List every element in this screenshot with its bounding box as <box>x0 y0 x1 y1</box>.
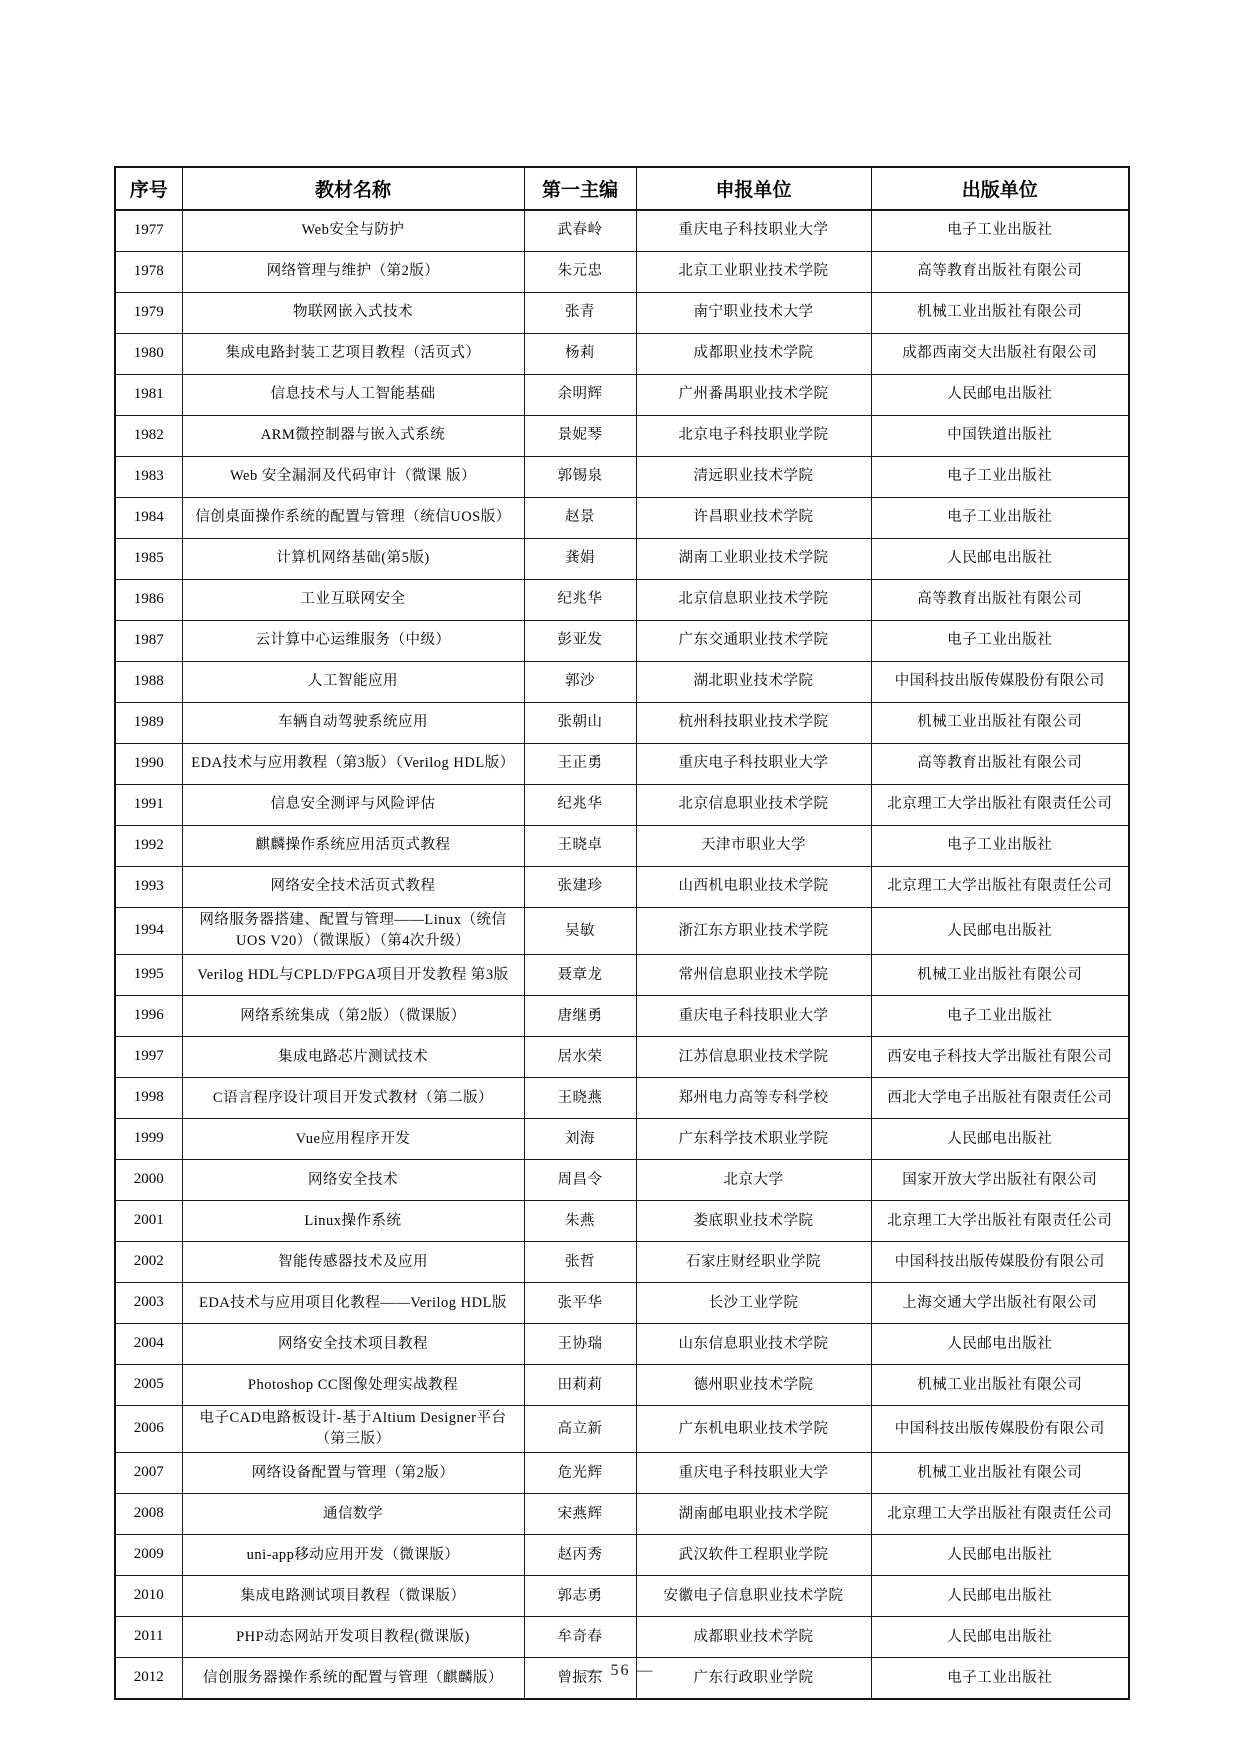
cell-title: 人工智能应用 <box>182 662 524 703</box>
cell-unit: 北京信息职业技术学院 <box>636 785 871 826</box>
table-row <box>115 498 1129 539</box>
cell-serial: 1995 <box>115 955 182 996</box>
cell-publisher: 电子工业出版社 <box>871 210 1129 252</box>
cell-title: 电子CAD电路板设计-基于Altium Designer平台（第三版） <box>182 1406 524 1453</box>
cell-unit: 清远职业技术学院 <box>636 457 871 498</box>
table-row <box>115 375 1129 416</box>
cell-editor: 唐继勇 <box>524 996 636 1037</box>
table-row <box>115 908 1129 955</box>
cell-editor: 郭志勇 <box>524 1576 636 1617</box>
cell-publisher: 人民邮电出版社 <box>871 1617 1129 1658</box>
cell-serial: 1996 <box>115 996 182 1037</box>
cell-publisher: 机械工业出版社有限公司 <box>871 955 1129 996</box>
cell-serial: 2001 <box>115 1201 182 1242</box>
cell-publisher: 北京理工大学出版社有限责任公司 <box>871 1201 1129 1242</box>
cell-title: uni-app移动应用开发（微课版） <box>182 1535 524 1576</box>
cell-serial: 2010 <box>115 1576 182 1617</box>
cell-serial: 2003 <box>115 1283 182 1324</box>
cell-serial: 1984 <box>115 498 182 539</box>
cell-editor: 张平华 <box>524 1283 636 1324</box>
cell-editor: 田莉莉 <box>524 1365 636 1406</box>
cell-publisher: 北京理工大学出版社有限责任公司 <box>871 785 1129 826</box>
table-row <box>115 1406 1129 1453</box>
cell-editor: 牟奇春 <box>524 1617 636 1658</box>
cell-editor: 聂章龙 <box>524 955 636 996</box>
cell-publisher: 中国科技出版传媒股份有限公司 <box>871 1406 1129 1453</box>
cell-unit: 广东行政职业学院 <box>636 1658 871 1700</box>
cell-serial: 1985 <box>115 539 182 580</box>
table-row <box>115 1160 1129 1201</box>
cell-publisher: 电子工业出版社 <box>871 498 1129 539</box>
cell-unit: 成都职业技术学院 <box>636 1617 871 1658</box>
table-row <box>115 1037 1129 1078</box>
cell-title: Verilog HDL与CPLD/FPGA项目开发教程 第3版 <box>182 955 524 996</box>
cell-editor: 纪兆华 <box>524 580 636 621</box>
cell-serial: 1991 <box>115 785 182 826</box>
cell-title: 麒麟操作系统应用活页式教程 <box>182 826 524 867</box>
cell-title: 工业互联网安全 <box>182 580 524 621</box>
cell-editor: 张朝山 <box>524 703 636 744</box>
cell-serial: 1999 <box>115 1119 182 1160</box>
cell-unit: 常州信息职业技术学院 <box>636 955 871 996</box>
cell-unit: 江苏信息职业技术学院 <box>636 1037 871 1078</box>
cell-title: 网络安全技术项目教程 <box>182 1324 524 1365</box>
cell-unit: 北京电子科技职业学院 <box>636 416 871 457</box>
cell-serial: 1986 <box>115 580 182 621</box>
cell-publisher: 高等教育出版社有限公司 <box>871 580 1129 621</box>
cell-serial: 1997 <box>115 1037 182 1078</box>
cell-serial: 1992 <box>115 826 182 867</box>
cell-publisher: 中国科技出版传媒股份有限公司 <box>871 662 1129 703</box>
cell-publisher: 上海交通大学出版社有限公司 <box>871 1283 1129 1324</box>
cell-publisher: 北京理工大学出版社有限责任公司 <box>871 1494 1129 1535</box>
column-header-title: 教材名称 <box>182 167 524 210</box>
cell-editor: 周昌令 <box>524 1160 636 1201</box>
table-row <box>115 703 1129 744</box>
cell-editor: 吴敏 <box>524 908 636 955</box>
table-body <box>115 210 1129 1699</box>
cell-serial: 2012 <box>115 1658 182 1700</box>
table-row <box>115 996 1129 1037</box>
cell-title: 网络系统集成（第2版）（微课版） <box>182 996 524 1037</box>
cell-publisher: 高等教育出版社有限公司 <box>871 744 1129 785</box>
cell-serial: 1982 <box>115 416 182 457</box>
cell-publisher: 电子工业出版社 <box>871 996 1129 1037</box>
cell-unit: 重庆电子科技职业大学 <box>636 996 871 1037</box>
table-row <box>115 744 1129 785</box>
cell-editor: 王晓燕 <box>524 1078 636 1119</box>
table-row <box>115 539 1129 580</box>
cell-publisher: 北京理工大学出版社有限责任公司 <box>871 867 1129 908</box>
cell-editor: 张建珍 <box>524 867 636 908</box>
cell-editor: 赵景 <box>524 498 636 539</box>
cell-publisher: 人民邮电出版社 <box>871 1576 1129 1617</box>
cell-unit: 石家庄财经职业学院 <box>636 1242 871 1283</box>
column-header-unit: 申报单位 <box>636 167 871 210</box>
cell-serial: 1988 <box>115 662 182 703</box>
cell-publisher: 机械工业出版社有限公司 <box>871 1365 1129 1406</box>
cell-editor: 朱燕 <box>524 1201 636 1242</box>
table-row <box>115 1494 1129 1535</box>
table-row <box>115 457 1129 498</box>
cell-title: 车辆自动驾驶系统应用 <box>182 703 524 744</box>
table-row <box>115 785 1129 826</box>
cell-title: Linux操作系统 <box>182 1201 524 1242</box>
cell-title: 云计算中心运维服务（中级） <box>182 621 524 662</box>
cell-editor: 王协瑞 <box>524 1324 636 1365</box>
cell-publisher: 电子工业出版社 <box>871 621 1129 662</box>
table-row <box>115 1242 1129 1283</box>
cell-unit: 湖南工业职业技术学院 <box>636 539 871 580</box>
cell-unit: 重庆电子科技职业大学 <box>636 744 871 785</box>
table-row <box>115 580 1129 621</box>
cell-serial: 2000 <box>115 1160 182 1201</box>
cell-title: 信创桌面操作系统的配置与管理（统信UOS版） <box>182 498 524 539</box>
cell-publisher: 中国铁道出版社 <box>871 416 1129 457</box>
cell-serial: 2006 <box>115 1406 182 1453</box>
table-row <box>115 252 1129 293</box>
table-row <box>115 1324 1129 1365</box>
cell-unit: 娄底职业技术学院 <box>636 1201 871 1242</box>
cell-unit: 重庆电子科技职业大学 <box>636 1453 871 1494</box>
cell-title: Web 安全漏洞及代码审计（微课 版） <box>182 457 524 498</box>
cell-serial: 1983 <box>115 457 182 498</box>
cell-title: PHP动态网站开发项目教程(微课版) <box>182 1617 524 1658</box>
cell-title: 智能传感器技术及应用 <box>182 1242 524 1283</box>
cell-editor: 龚娟 <box>524 539 636 580</box>
cell-unit: 北京信息职业技术学院 <box>636 580 871 621</box>
table-row <box>115 1576 1129 1617</box>
textbook-table <box>114 166 1130 1700</box>
cell-publisher: 中国科技出版传媒股份有限公司 <box>871 1242 1129 1283</box>
cell-editor: 郭锡泉 <box>524 457 636 498</box>
cell-serial: 1989 <box>115 703 182 744</box>
cell-unit: 成都职业技术学院 <box>636 334 871 375</box>
cell-publisher: 人民邮电出版社 <box>871 908 1129 955</box>
cell-serial: 2007 <box>115 1453 182 1494</box>
cell-unit: 安徽电子信息职业技术学院 <box>636 1576 871 1617</box>
cell-title: Photoshop CC图像处理实战教程 <box>182 1365 524 1406</box>
cell-unit: 广州番禺职业技术学院 <box>636 375 871 416</box>
cell-unit: 浙江东方职业技术学院 <box>636 908 871 955</box>
cell-publisher: 机械工业出版社有限公司 <box>871 293 1129 334</box>
table-row <box>115 621 1129 662</box>
cell-serial: 1987 <box>115 621 182 662</box>
cell-editor: 张哲 <box>524 1242 636 1283</box>
cell-unit: 郑州电力高等专科学校 <box>636 1078 871 1119</box>
cell-publisher: 电子工业出版社 <box>871 457 1129 498</box>
column-header-serial: 序号 <box>115 167 182 210</box>
cell-publisher: 机械工业出版社有限公司 <box>871 1453 1129 1494</box>
cell-publisher: 西安电子科技大学出版社有限公司 <box>871 1037 1129 1078</box>
table-header-row <box>115 167 1129 210</box>
cell-title: 集成电路芯片测试技术 <box>182 1037 524 1078</box>
cell-title: 信息技术与人工智能基础 <box>182 375 524 416</box>
cell-serial: 1990 <box>115 744 182 785</box>
cell-unit: 山东信息职业技术学院 <box>636 1324 871 1365</box>
cell-publisher: 电子工业出版社 <box>871 826 1129 867</box>
cell-editor: 居水荣 <box>524 1037 636 1078</box>
cell-unit: 天津市职业大学 <box>636 826 871 867</box>
cell-serial: 1994 <box>115 908 182 955</box>
cell-title: 网络设备配置与管理（第2版） <box>182 1453 524 1494</box>
cell-editor: 朱元忠 <box>524 252 636 293</box>
cell-title: 通信数学 <box>182 1494 524 1535</box>
cell-unit: 杭州科技职业技术学院 <box>636 703 871 744</box>
table-row <box>115 1453 1129 1494</box>
cell-title: 信息安全测评与风险评估 <box>182 785 524 826</box>
cell-editor: 彭亚发 <box>524 621 636 662</box>
cell-serial: 2011 <box>115 1617 182 1658</box>
cell-serial: 2002 <box>115 1242 182 1283</box>
cell-unit: 广东机电职业技术学院 <box>636 1406 871 1453</box>
cell-publisher: 成都西南交大出版社有限公司 <box>871 334 1129 375</box>
cell-unit: 许昌职业技术学院 <box>636 498 871 539</box>
cell-title: EDA技术与应用项目化教程——Verilog HDL版 <box>182 1283 524 1324</box>
cell-title: C语言程序设计项目开发式教材（第二版） <box>182 1078 524 1119</box>
cell-publisher: 国家开放大学出版社有限公司 <box>871 1160 1129 1201</box>
cell-title: Web安全与防护 <box>182 210 524 252</box>
table-row <box>115 955 1129 996</box>
cell-publisher: 电子工业出版社 <box>871 1658 1129 1700</box>
table-row <box>115 1617 1129 1658</box>
cell-title: EDA技术与应用教程（第3版）（Verilog HDL版） <box>182 744 524 785</box>
cell-serial: 1980 <box>115 334 182 375</box>
cell-title: 集成电路封装工艺项目教程（活页式） <box>182 334 524 375</box>
cell-serial: 2008 <box>115 1494 182 1535</box>
cell-publisher: 人民邮电出版社 <box>871 1119 1129 1160</box>
cell-title: 网络服务器搭建、配置与管理——Linux（统信 UOS V20）（微课版）（第4次升级） <box>182 908 524 955</box>
cell-serial: 2009 <box>115 1535 182 1576</box>
cell-title: 集成电路测试项目教程（微课版） <box>182 1576 524 1617</box>
cell-title: 物联网嵌入式技术 <box>182 293 524 334</box>
cell-editor: 景妮琴 <box>524 416 636 457</box>
cell-unit: 北京大学 <box>636 1160 871 1201</box>
table-row <box>115 826 1129 867</box>
cell-publisher: 机械工业出版社有限公司 <box>871 703 1129 744</box>
cell-unit: 湖南邮电职业技术学院 <box>636 1494 871 1535</box>
cell-publisher: 人民邮电出版社 <box>871 1535 1129 1576</box>
cell-serial: 2004 <box>115 1324 182 1365</box>
table-row <box>115 334 1129 375</box>
table-row <box>115 867 1129 908</box>
cell-publisher: 高等教育出版社有限公司 <box>871 252 1129 293</box>
cell-unit: 重庆电子科技职业大学 <box>636 210 871 252</box>
cell-title: 计算机网络基础(第5版) <box>182 539 524 580</box>
cell-publisher: 西北大学电子出版社有限责任公司 <box>871 1078 1129 1119</box>
cell-editor: 宋燕辉 <box>524 1494 636 1535</box>
table-row <box>115 293 1129 334</box>
cell-serial: 1977 <box>115 210 182 252</box>
table-row <box>115 416 1129 457</box>
cell-unit: 南宁职业技术大学 <box>636 293 871 334</box>
cell-serial: 1981 <box>115 375 182 416</box>
cell-unit: 广东交通职业技术学院 <box>636 621 871 662</box>
column-header-editor: 第一主编 <box>524 167 636 210</box>
cell-title: 网络管理与维护（第2版） <box>182 252 524 293</box>
cell-serial: 1978 <box>115 252 182 293</box>
cell-unit: 北京工业职业技术学院 <box>636 252 871 293</box>
cell-editor: 纪兆华 <box>524 785 636 826</box>
cell-editor: 张青 <box>524 293 636 334</box>
cell-publisher: 人民邮电出版社 <box>871 1324 1129 1365</box>
cell-unit: 广东科学技术职业学院 <box>636 1119 871 1160</box>
cell-unit: 山西机电职业技术学院 <box>636 867 871 908</box>
cell-unit: 武汉软件工程职业学院 <box>636 1535 871 1576</box>
table-row <box>115 1365 1129 1406</box>
table-row <box>115 1078 1129 1119</box>
cell-editor: 王晓卓 <box>524 826 636 867</box>
cell-editor: 余明辉 <box>524 375 636 416</box>
table-row <box>115 1535 1129 1576</box>
table-row <box>115 1201 1129 1242</box>
cell-editor: 武春岭 <box>524 210 636 252</box>
cell-title: Vue应用程序开发 <box>182 1119 524 1160</box>
cell-serial: 1979 <box>115 293 182 334</box>
cell-editor: 杨莉 <box>524 334 636 375</box>
column-header-publisher: 出版单位 <box>871 167 1129 210</box>
cell-unit: 湖北职业技术学院 <box>636 662 871 703</box>
cell-editor: 曾振东 <box>524 1658 636 1700</box>
table-row <box>115 1283 1129 1324</box>
cell-editor: 高立新 <box>524 1406 636 1453</box>
cell-title: 信创服务器操作系统的配置与管理（麒麟版） <box>182 1658 524 1700</box>
cell-title: 网络安全技术活页式教程 <box>182 867 524 908</box>
cell-title: 网络安全技术 <box>182 1160 524 1201</box>
cell-serial: 1993 <box>115 867 182 908</box>
cell-unit: 德州职业技术学院 <box>636 1365 871 1406</box>
cell-publisher: 人民邮电出版社 <box>871 539 1129 580</box>
cell-serial: 2005 <box>115 1365 182 1406</box>
cell-unit: 长沙工业学院 <box>636 1283 871 1324</box>
cell-publisher: 人民邮电出版社 <box>871 375 1129 416</box>
cell-serial: 1998 <box>115 1078 182 1119</box>
page-number: — 56 — <box>586 1662 655 1679</box>
cell-editor: 刘海 <box>524 1119 636 1160</box>
cell-title: ARM微控制器与嵌入式系统 <box>182 416 524 457</box>
table-row <box>115 662 1129 703</box>
cell-editor: 郭沙 <box>524 662 636 703</box>
cell-editor: 赵丙秀 <box>524 1535 636 1576</box>
table-row <box>115 1119 1129 1160</box>
cell-editor: 王正勇 <box>524 744 636 785</box>
table-row <box>115 210 1129 252</box>
cell-editor: 危光辉 <box>524 1453 636 1494</box>
